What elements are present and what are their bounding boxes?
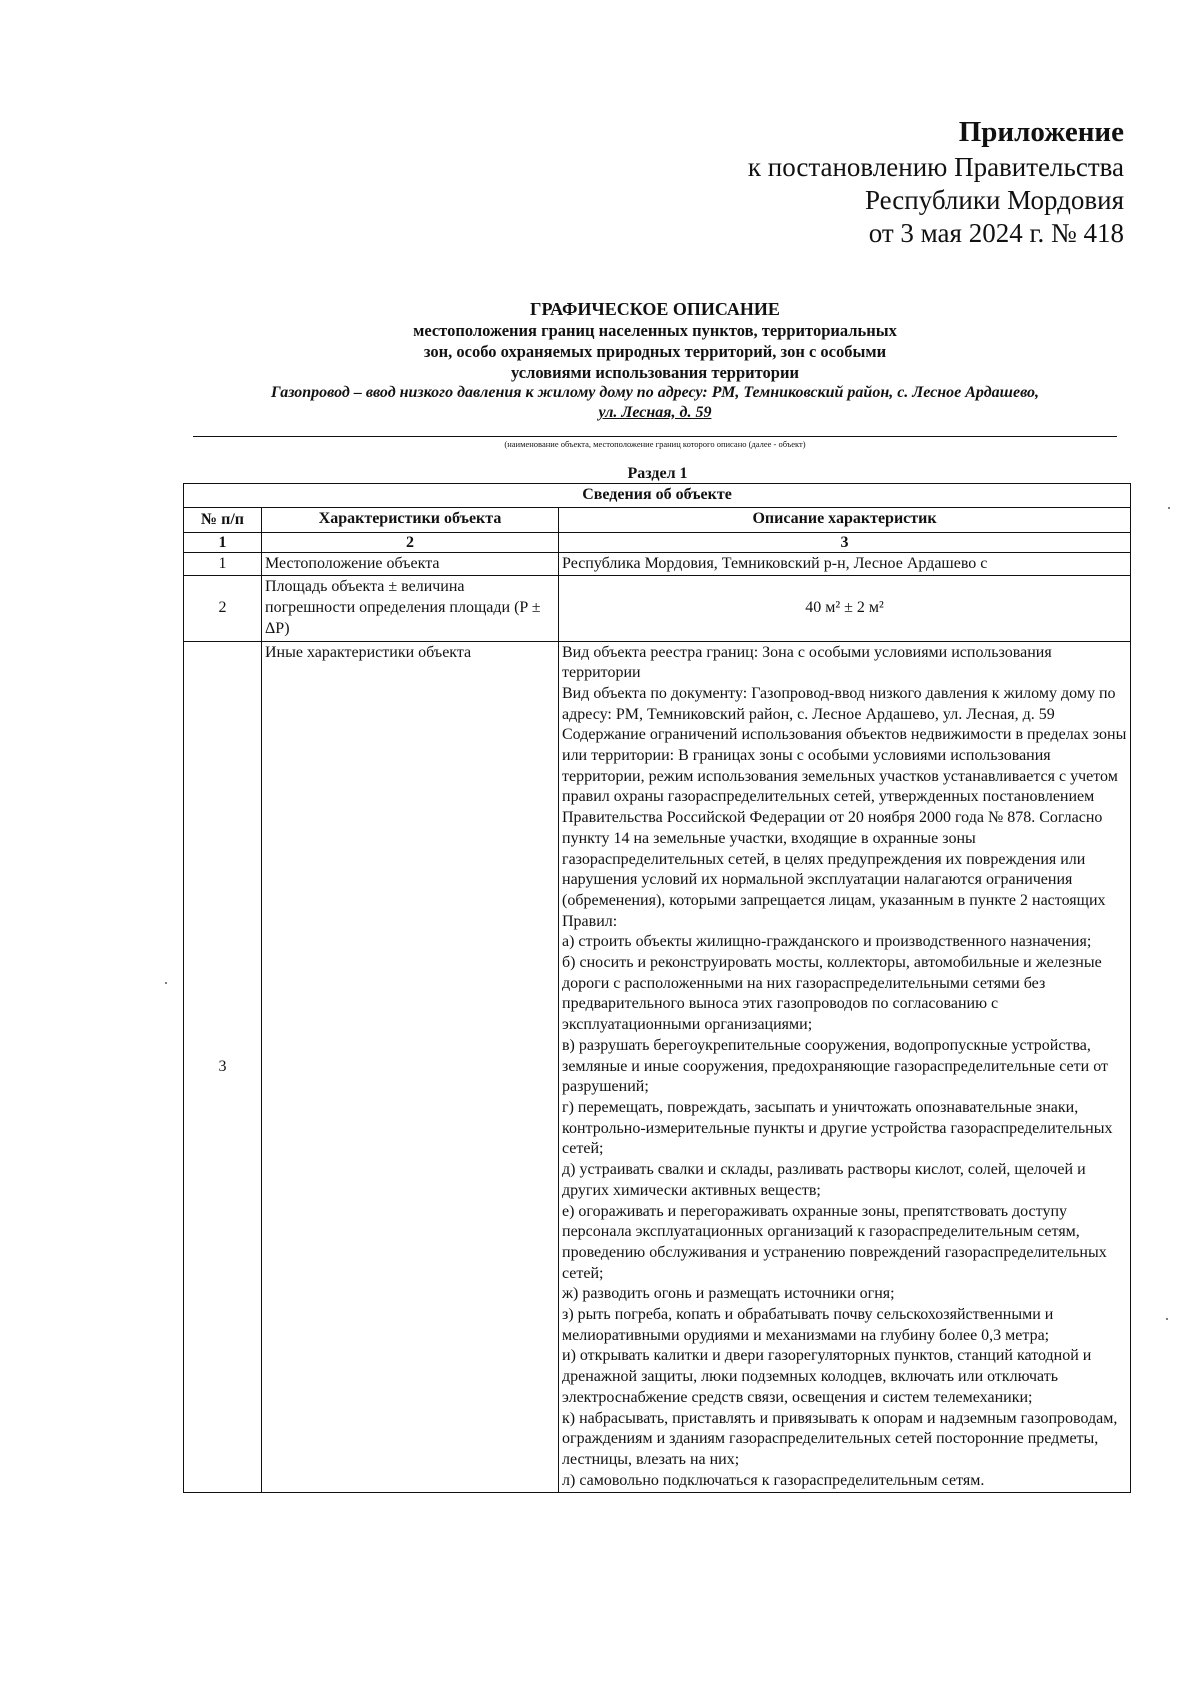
object-name-line-2: ул. Лесная, д. 59	[598, 404, 712, 421]
restriction-item-i: и) открывать калитки и двери газорегуляторных пунктов, станций катодной и дренажной защиты, люки подземных колодцев, включать или отключать электроснабжение средств связи, освещения и систем телемеханики;	[562, 1347, 1092, 1406]
header-characteristics: Характеристики объекта	[262, 507, 559, 532]
restriction-item-v: в) разрушать берегоукрепительные сооружения, водопропускные устройства, земляные и иные сооружения, предохраняющие газораспределительные сети от разрушений;	[562, 1036, 1108, 1096]
object-name-line-2-wrap	[190, 403, 1120, 423]
appendix-block	[748, 113, 1124, 250]
row-3-value-line: Содержание ограничений использования объектов недвижимости в пределах зоны или территории: В границах зоны с особыми условиями использования территории, режим использования земельных участков устанавливается с учетом правил охраны газораспределительных сетей, утвержденных постановлением Правительства Российской Федерации от 20 ноября 2000 года № 878. Согласно пункту 14 на земельные участки, входящие в охранные зоны газораспределительных сетей, в целях предупреждения их повреждения или нарушения условий их нормальной эксплуатации налагаются ограничения (обременения), которыми запрещается лицам, указанным в пункте 2 настоящих Правил:	[562, 726, 1127, 930]
row-3-value-line: Вид объекта по документу: Газопровод-ввод низкого давления к жилому дому по адресу: РМ, Темниковский район, с. Лесное Ардашево, ул. Лесная, д. 59	[562, 684, 1116, 723]
table-row	[184, 552, 1131, 576]
restriction-item-l: л) самовольно подключаться к газораспределительным сетям.	[562, 1471, 985, 1489]
subtitle-line-2: зон, особо охраняемых природных территорий, зон с особыми	[423, 342, 887, 361]
row-2-name: Площадь объекта ± величина погрешности определения площади (P ± ΔP)	[262, 576, 559, 641]
column-number-1: 1	[184, 532, 262, 552]
subtitle-line-3: условиями использования территории	[511, 363, 799, 382]
row-2-num: 2	[184, 576, 262, 641]
row-1-name: Местоположение объекта	[262, 552, 559, 576]
row-1-value: Республика Мордовия, Темниковский р-н, Лесное Ардашево с	[559, 552, 1131, 576]
header-num: № п/п	[184, 507, 262, 532]
header-description: Описание характеристик	[559, 507, 1131, 532]
column-number-3: 3	[559, 532, 1131, 552]
row-3-name: Иные характеристики объекта	[262, 641, 559, 1493]
table-row	[184, 576, 1131, 641]
restriction-item-zh: ж) разводить огонь и размещать источники огня;	[562, 1285, 895, 1303]
appendix-line-3: от 3 мая 2024 г. № 418	[868, 218, 1124, 248]
document-title: ГРАФИЧЕСКОЕ ОПИСАНИЕ	[530, 299, 780, 319]
appendix-line-1: к постановлению Правительства	[747, 152, 1124, 182]
table-header-row	[184, 507, 1131, 532]
subtitle-line-1: местоположения границ населенных пунктов, территориальных	[413, 321, 897, 340]
object-info-table	[183, 483, 1131, 1493]
scan-speck	[1168, 507, 1170, 509]
restriction-item-g: г) перемещать, повреждать, засыпать и уничтожать опознавательные знаки, контрольно-измерительные пункты и другие устройства газораспределительных сетей;	[562, 1098, 1113, 1158]
section-title: Раздел 1	[627, 465, 688, 482]
row-2-value: 40 м² ± 2 м²	[559, 576, 1131, 641]
appendix-line-2: Республики Мордовия	[864, 185, 1124, 215]
table-title: Сведения об объекте	[184, 484, 1131, 508]
restriction-item-b: б) сносить и реконструировать мосты, коллекторы, автомобильные и железные дороги с расположенными на них газораспределительными сетями без предварительного выноса этих газопроводов по согласованию с эксплуатационными организациями;	[562, 954, 1102, 1034]
object-caption: (наименование объекта, местоположение границ которого описано (далее - объект)	[504, 439, 806, 449]
restriction-item-z: з) рыть погреба, копать и обрабатывать почву сельскохозяйственными и мелиоративными орудиями и механизмами на глубину более 0,3 метра;	[562, 1306, 1054, 1344]
restriction-item-e: е) огораживать и перегораживать охранные зоны, препятствовать доступу персонала эксплуатационных организаций к газораспределительным сетям, проведению обслуживания и устранению повреждений газораспределительных сетей;	[562, 1202, 1107, 1282]
scan-speck	[1166, 1318, 1168, 1320]
row-1-num: 1	[184, 552, 262, 576]
underline-rule	[193, 436, 1117, 437]
column-number-2: 2	[262, 532, 559, 552]
row-3-num: 3	[184, 641, 262, 1493]
row-3-value-line: Вид объекта реестра границ: Зона с особыми условиями использования территории	[562, 643, 1052, 682]
table-title-row	[184, 484, 1131, 508]
row-3-value	[559, 641, 1131, 1493]
restriction-item-d: д) устраивать свалки и склады, разливать растворы кислот, солей, щелочей и других химически активных веществ;	[562, 1161, 1086, 1199]
document-heading	[190, 298, 1120, 423]
scan-speck	[165, 982, 167, 984]
restriction-item-a: а) строить объекты жилищно-гражданского и производственного назначения;	[562, 933, 1092, 951]
object-name-line-1: Газопровод – ввод низкого давления к жилому дому по адресу: РМ, Темниковский район, с. Лесное Ардашево,	[270, 384, 1040, 401]
appendix-title: Приложение	[958, 116, 1124, 148]
column-numbers-row	[184, 532, 1131, 552]
table-row	[184, 641, 1131, 1493]
restriction-item-k: к) набрасывать, приставлять и привязывать к опорам и надземным газопроводам, ограждениям и зданиям газораспределительных сетей посторонние предметы, лестницы, влезать на них;	[562, 1409, 1118, 1468]
